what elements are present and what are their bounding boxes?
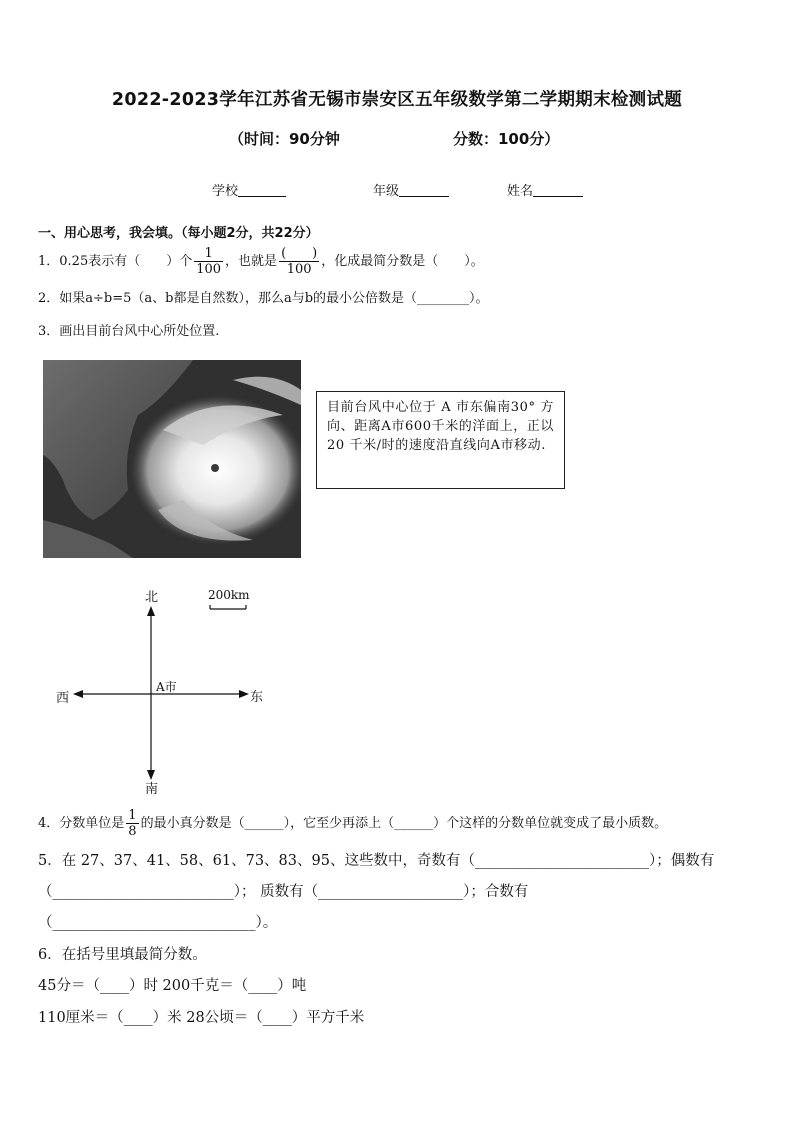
- frac-denominator: 100: [196, 262, 222, 277]
- scale-label: 200km: [208, 588, 250, 602]
- typhoon-image-drawing: [43, 360, 301, 558]
- grade-field: [373, 180, 449, 199]
- question-4: [38, 808, 667, 839]
- question-2: 2．如果a÷b=5（a、b都是自然数），那么a与b的最小公倍数是（________）。: [38, 291, 489, 306]
- fraction-blank-100[interactable]: [279, 246, 319, 277]
- school-blank[interactable]: [238, 183, 286, 197]
- east-label: 东: [250, 690, 264, 705]
- name-field: [507, 180, 583, 199]
- school-field: [212, 180, 286, 199]
- east-arrow-icon: [239, 690, 249, 698]
- question-5-line-2: （_________________________）； 质数有（____________________）；合数有: [38, 884, 529, 900]
- grade-blank[interactable]: [399, 183, 449, 197]
- name-blank[interactable]: [533, 183, 583, 197]
- fraction-1-8: [126, 808, 138, 839]
- question-6: 6．在括号里填最简分数。: [38, 947, 207, 963]
- q4-text-b: 的最小真分数是（______），它至少再添上（______）个这样的分数单位就变成了最小质数。: [140, 816, 668, 831]
- frac-denominator: 8: [128, 824, 137, 839]
- q1-text-a: 1．0.25表示有（ ）个: [38, 254, 193, 269]
- fraction-1-100: [194, 246, 223, 277]
- section-heading: 一、用心思考，我会填。（每小题2分，共22分）: [38, 226, 319, 241]
- north-arrow-icon: [147, 606, 155, 616]
- question-3: 3．画出目前台风中心所处位置.: [38, 324, 220, 339]
- school-label: 学校: [212, 184, 239, 199]
- question-5-line-1: 5．在 27、37、41、58、61、73、83、95、这些数中，奇数有（________________________）；偶数有: [38, 853, 715, 869]
- question-6-line-1: 45分＝（____）时 200千克＝（____）吨: [38, 978, 307, 994]
- south-label: 南: [145, 782, 159, 797]
- frac-numerator: 1: [194, 246, 223, 262]
- exam-time: （时间：90分钟: [229, 130, 340, 148]
- frac-numerator: ( ): [281, 246, 318, 261]
- city-a-label: A市: [156, 680, 177, 694]
- west-label: 西: [56, 691, 70, 706]
- name-label: 姓名: [507, 184, 534, 199]
- west-arrow-icon: [73, 690, 83, 698]
- north-label: 北: [145, 590, 159, 605]
- typhoon-satellite-image: [43, 360, 301, 558]
- q1-text-b: ，也就是: [225, 254, 278, 269]
- frac-denominator: 100: [286, 262, 312, 277]
- question-1: [38, 246, 484, 277]
- page-title: 2022-2023学年江苏省无锡市崇安区五年级数学第二学期期末检测试题: [111, 90, 683, 110]
- typhoon-info-box: 目前台风中心位于 A 市东偏南30° 方向、距离A市600千米的洋面上，正以 20 千米/时的速度沿直线向A市移动.: [316, 391, 565, 489]
- grade-label: 年级: [373, 184, 400, 199]
- exam-score: 分数：100分）: [453, 130, 560, 148]
- q4-text-a: 4．分数单位是: [38, 816, 125, 831]
- frac-numerator: 1: [128, 808, 137, 823]
- question-6-line-2: 110厘米＝（____）米 28公顷＝（____）平方千米: [38, 1010, 365, 1026]
- q1-text-c: ，化成最简分数是（ ）。: [321, 254, 484, 269]
- compass-diagram[interactable]: [50, 580, 280, 795]
- question-5-line-3: （____________________________）。: [38, 915, 278, 931]
